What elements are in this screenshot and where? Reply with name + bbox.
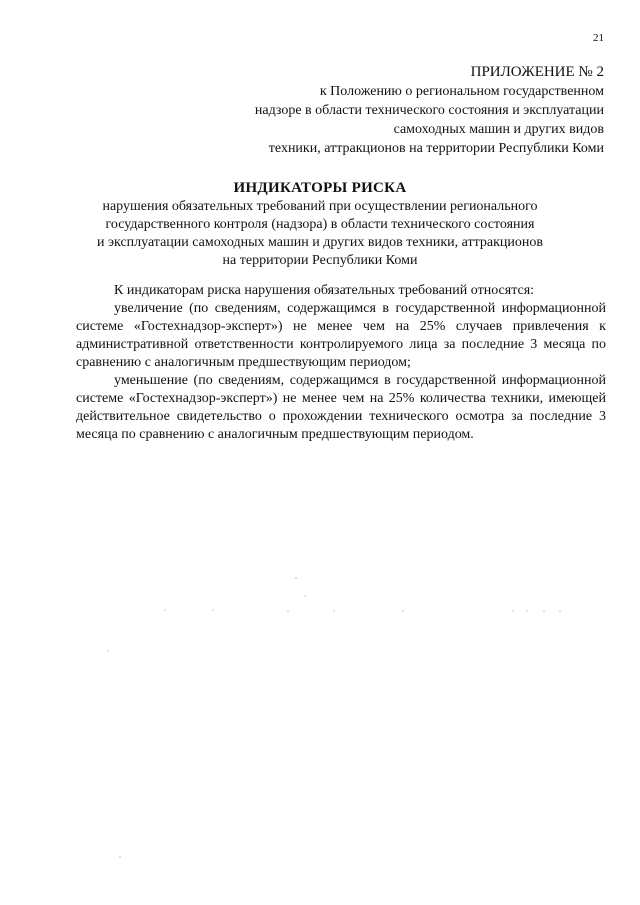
appendix-line: самоходных машин и других видов	[393, 122, 604, 137]
appendix-block	[184, 62, 604, 158]
appendix-line: техники, аттракционов на территории Республики Коми	[268, 141, 604, 156]
document-body	[76, 282, 606, 444]
document-heading	[80, 178, 560, 270]
document-subtitle-line: государственного контроля (надзора) в области технического состояния	[105, 217, 535, 232]
appendix-line: надзоре в области технического состояния и эксплуатации	[254, 103, 604, 118]
appendix-line: к Положению о региональном государственном	[319, 84, 604, 99]
document-subtitle-line: нарушения обязательных требований при осуществлении регионального	[102, 199, 538, 214]
page-number: 21	[593, 32, 604, 44]
document-subtitle-line: на территории Республики Коми	[222, 253, 418, 268]
indicator-paragraph: увеличение (по сведениям, содержащимся в государственной информационной системе «Гостехнадзор-эксперт») не менее чем на 25% случаев привлечения к административной ответственности контролируемого лица за последние 3 месяца по сравнению с аналогичным предшествующим периодом;	[76, 301, 606, 370]
intro-paragraph: К индикаторам риска нарушения обязательных требований относятся:	[114, 283, 535, 298]
indicator-paragraph: уменьшение (по сведениям, содержащимся в государственной информационной системе «Гостехнадзор-эксперт») не менее чем на 25% количества техники, имеющей действительное свидетельство о прохождении технического осмотра за последние 3 месяца по сравнению с аналогичным предшествующим периодом.	[76, 373, 606, 442]
document-subtitle-line: и эксплуатации самоходных машин и других видов техники, аттракционов	[96, 235, 544, 250]
appendix-title: ПРИЛОЖЕНИЕ № 2	[470, 64, 604, 80]
document-title: ИНДИКАТОРЫ РИСКА	[233, 180, 407, 196]
